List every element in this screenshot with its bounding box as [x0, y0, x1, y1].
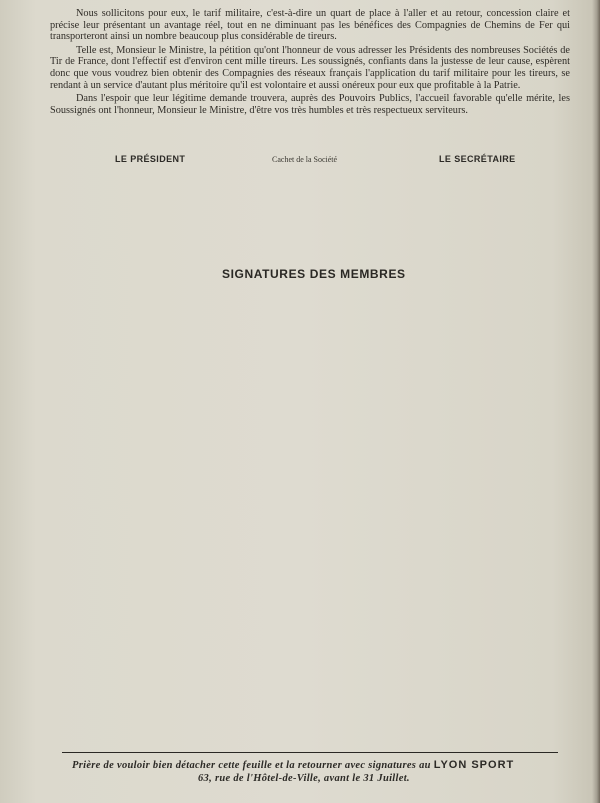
petition-paragraph: Telle est, Monsieur le Ministre, la pétition qu'ont l'honneur de vous adresser les Présidents des nombreuses Sociétés de Tir de France, dont l'effectif est d'environ cent mille tireurs. Les soussignés, confiants dans la justesse de leur cause, espèrent donc que vous voudrez bien obtenir des Compagnies des réseaux français l'application du tarif militaire pour les tireurs, se rendant à un service d'autant plus méritoire qu'il est volontaire et aussi onéreux pour eux que profitable à la Patrie.	[50, 44, 570, 91]
petition-paragraph: Nous sollicitons pour eux, le tarif militaire, c'est-à-dire un quart de place à l'aller et au retour, concession claire et précise leur présentant un avantage réel, tout en ne diminuant pas les bénéfices des Compagnies de Chemins de Fer qui transporteront ainsi un nombre beaucoup plus considérable de tireurs.	[50, 8, 570, 43]
footer-address: 63, rue de l'Hôtel-de-Ville, avant le 31 Juillet.	[198, 773, 410, 784]
members-signatures-heading: SIGNATURES DES MEMBRES	[222, 267, 406, 281]
footer-divider	[62, 752, 558, 753]
signature-row	[50, 154, 570, 168]
secretary-label: LE SECRÉTAIRE	[439, 154, 516, 164]
society-stamp-label: Cachet de la Société	[272, 155, 338, 164]
footer-instruction-text: Prière de vouloir bien détacher cette feuille et la retourner avec signatures au	[72, 760, 434, 771]
footer-brand-name: LYON SPORT	[433, 759, 515, 771]
footer-instruction	[72, 759, 552, 771]
president-label: LE PRÉSIDENT	[115, 154, 186, 164]
petition-text	[50, 8, 570, 118]
petition-paragraph: Dans l'espoir que leur légitime demande trouvera, auprès des Pouvoirs Publics, l'accueil favorable qu'elle mérite, les Soussignés ont l'honneur, Monsieur le Ministre, d'être vos très humbles et très respectueux serviteurs.	[50, 93, 570, 116]
page-binding-edge	[592, 0, 600, 803]
